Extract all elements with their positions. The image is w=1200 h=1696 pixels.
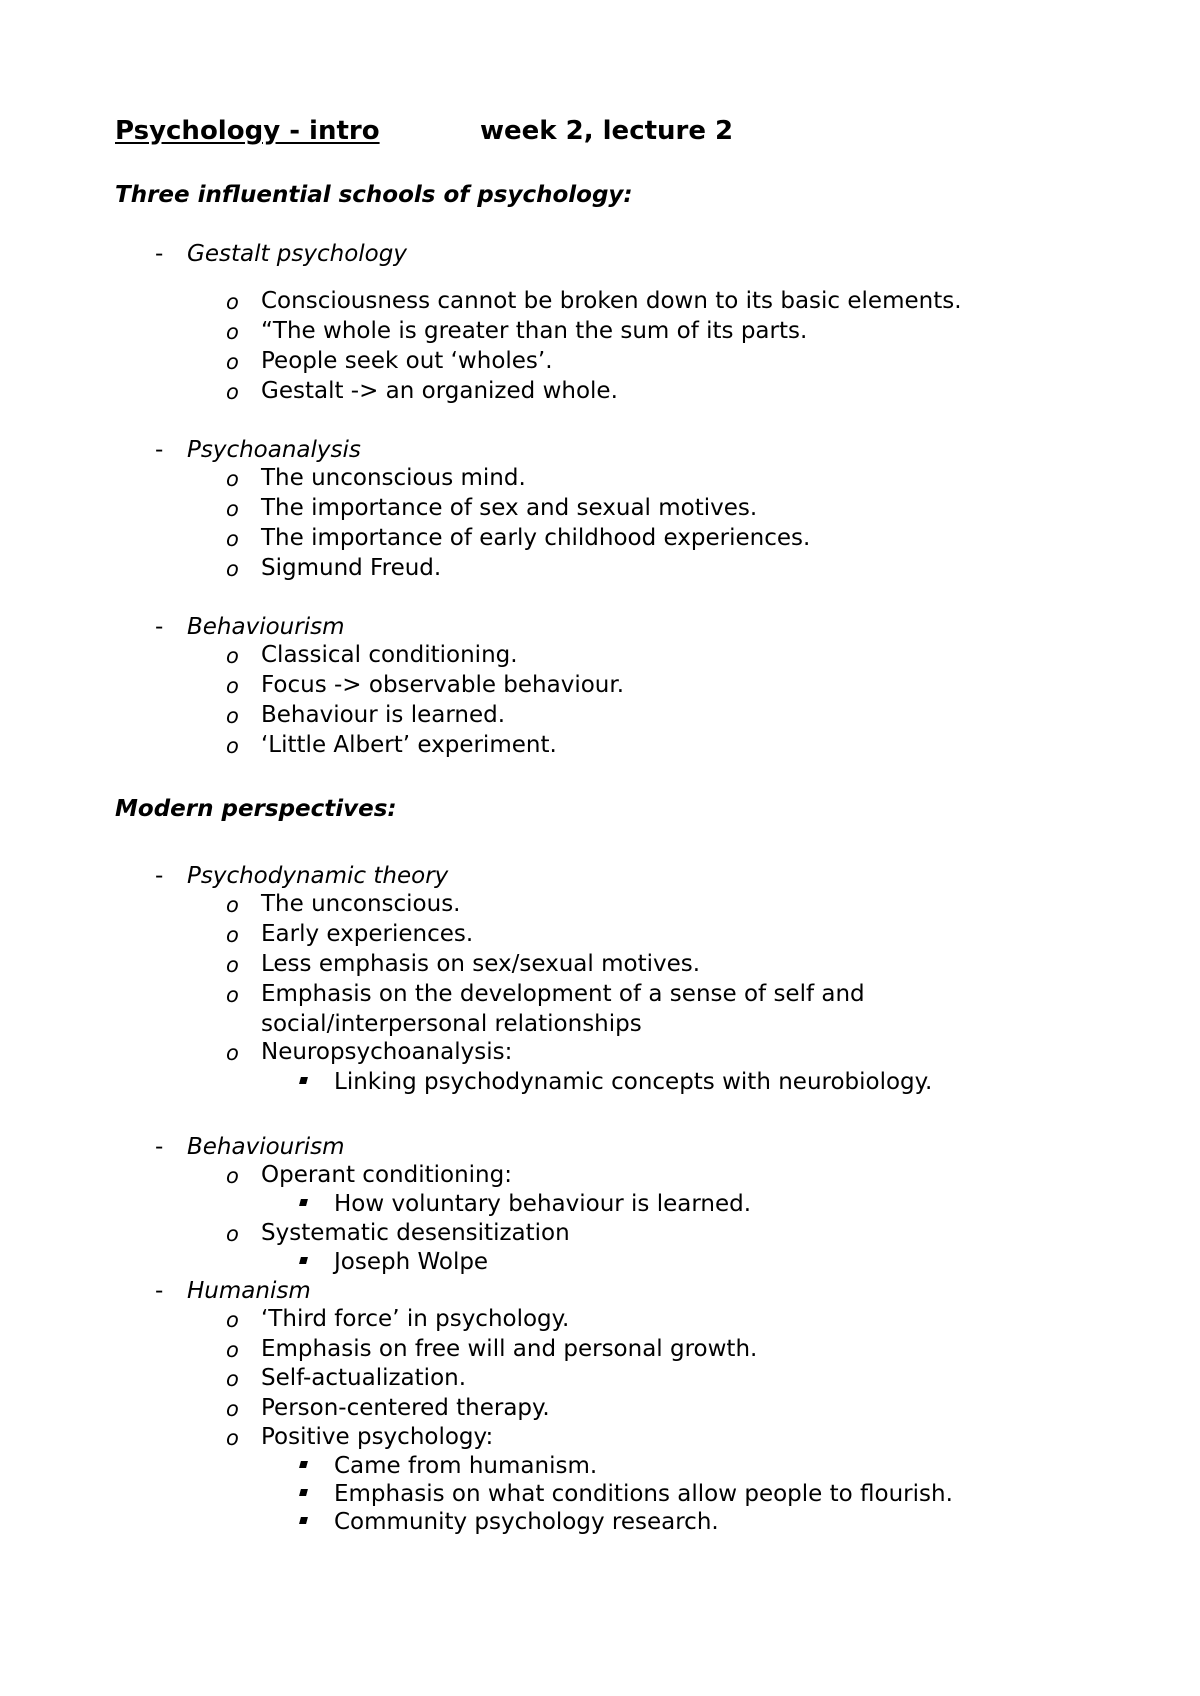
point-text: Focus -> observable behaviour. — [261, 672, 625, 698]
square-bullet-icon — [299, 1199, 308, 1206]
point-text: social/interpersonal relationships — [261, 1011, 642, 1037]
point-text: Behaviour is learned. — [261, 702, 506, 728]
point-text: People seek out ‘wholes’. — [261, 348, 553, 374]
point-text: Emphasis on free will and personal growth. — [261, 1336, 758, 1362]
circle-bullet-icon: o — [226, 1397, 239, 1421]
square-bullet-icon — [299, 1489, 308, 1496]
circle-bullet-icon: o — [226, 467, 239, 491]
dash-marker: - — [155, 1278, 164, 1304]
sub-point-text: Emphasis on what conditions allow people to flourish. — [334, 1481, 953, 1507]
circle-bullet-icon: o — [226, 704, 239, 728]
square-bullet-icon — [299, 1517, 308, 1524]
point-text: The importance of early childhood experiences. — [261, 525, 811, 551]
circle-bullet-icon: o — [226, 1308, 239, 1332]
sub-point-text: Community psychology research. — [334, 1509, 719, 1535]
point-text: “The whole is greater than the sum of its parts. — [261, 318, 808, 344]
point-text: Positive psychology: — [261, 1424, 494, 1450]
point-text: Person-centered therapy. — [261, 1395, 550, 1421]
circle-bullet-icon: o — [226, 1367, 239, 1391]
circle-bullet-icon: o — [226, 527, 239, 551]
point-text: Early experiences. — [261, 921, 474, 947]
point-text: The unconscious. — [261, 891, 461, 917]
point-text: ‘Third force’ in psychology. — [261, 1306, 570, 1332]
circle-bullet-icon: o — [226, 380, 239, 404]
circle-bullet-icon: o — [226, 674, 239, 698]
circle-bullet-icon: o — [226, 290, 239, 314]
point-text: Operant conditioning: — [261, 1162, 512, 1188]
circle-bullet-icon: o — [226, 1426, 239, 1450]
point-text: Classical conditioning. — [261, 642, 518, 668]
point-text: Systematic desensitization — [261, 1220, 570, 1246]
sub-point-text: How voluntary behaviour is learned. — [334, 1191, 752, 1217]
topic-label: Behaviourism — [187, 614, 345, 640]
square-bullet-icon — [299, 1257, 308, 1264]
point-text: ‘Little Albert’ experiment. — [261, 732, 557, 758]
page-title — [115, 116, 734, 146]
circle-bullet-icon: o — [226, 1041, 239, 1065]
circle-bullet-icon: o — [226, 497, 239, 521]
circle-bullet-icon: o — [226, 734, 239, 758]
circle-bullet-icon: o — [226, 893, 239, 917]
point-text: Neuropsychoanalysis: — [261, 1039, 513, 1065]
topic-label: Humanism — [187, 1278, 311, 1304]
circle-bullet-icon: o — [226, 644, 239, 668]
session-title: week 2, lecture 2 — [480, 116, 734, 146]
dash-marker: - — [155, 437, 164, 463]
section-heading-modern: Modern perspectives: — [115, 796, 397, 822]
square-bullet-icon — [299, 1077, 308, 1084]
dash-marker: - — [155, 1134, 164, 1160]
sub-point-text: Linking psychodynamic concepts with neurobiology. — [334, 1069, 933, 1095]
circle-bullet-icon: o — [226, 1222, 239, 1246]
square-bullet-icon — [299, 1461, 308, 1468]
topic-label: Behaviourism — [187, 1134, 345, 1160]
point-text: Sigmund Freud. — [261, 555, 442, 581]
topic-label: Gestalt psychology — [187, 241, 407, 267]
circle-bullet-icon: o — [226, 350, 239, 374]
point-text: The importance of sex and sexual motives. — [261, 495, 758, 521]
circle-bullet-icon: o — [226, 983, 239, 1007]
section-heading-schools: Three influential schools of psychology: — [115, 182, 633, 208]
circle-bullet-icon: o — [226, 953, 239, 977]
point-text: Emphasis on the development of a sense of self and — [261, 981, 865, 1007]
point-text: Gestalt -> an organized whole. — [261, 378, 618, 404]
circle-bullet-icon: o — [226, 320, 239, 344]
point-text: Self-actualization. — [261, 1365, 467, 1391]
topic-label: Psychoanalysis — [187, 437, 361, 463]
circle-bullet-icon: o — [226, 1164, 239, 1188]
circle-bullet-icon: o — [226, 1338, 239, 1362]
point-text: The unconscious mind. — [261, 465, 526, 491]
sub-point-text: Joseph Wolpe — [334, 1249, 489, 1275]
circle-bullet-icon: o — [226, 557, 239, 581]
course-title: Psychology - intro — [115, 116, 380, 146]
circle-bullet-icon: o — [226, 923, 239, 947]
point-text: Consciousness cannot be broken down to its basic elements. — [261, 288, 962, 314]
dash-marker: - — [155, 614, 164, 640]
topic-label: Psychodynamic theory — [187, 863, 449, 889]
dash-marker: - — [155, 863, 164, 889]
dash-marker: - — [155, 241, 164, 267]
sub-point-text: Came from humanism. — [334, 1453, 598, 1479]
point-text: Less emphasis on sex/sexual motives. — [261, 951, 701, 977]
